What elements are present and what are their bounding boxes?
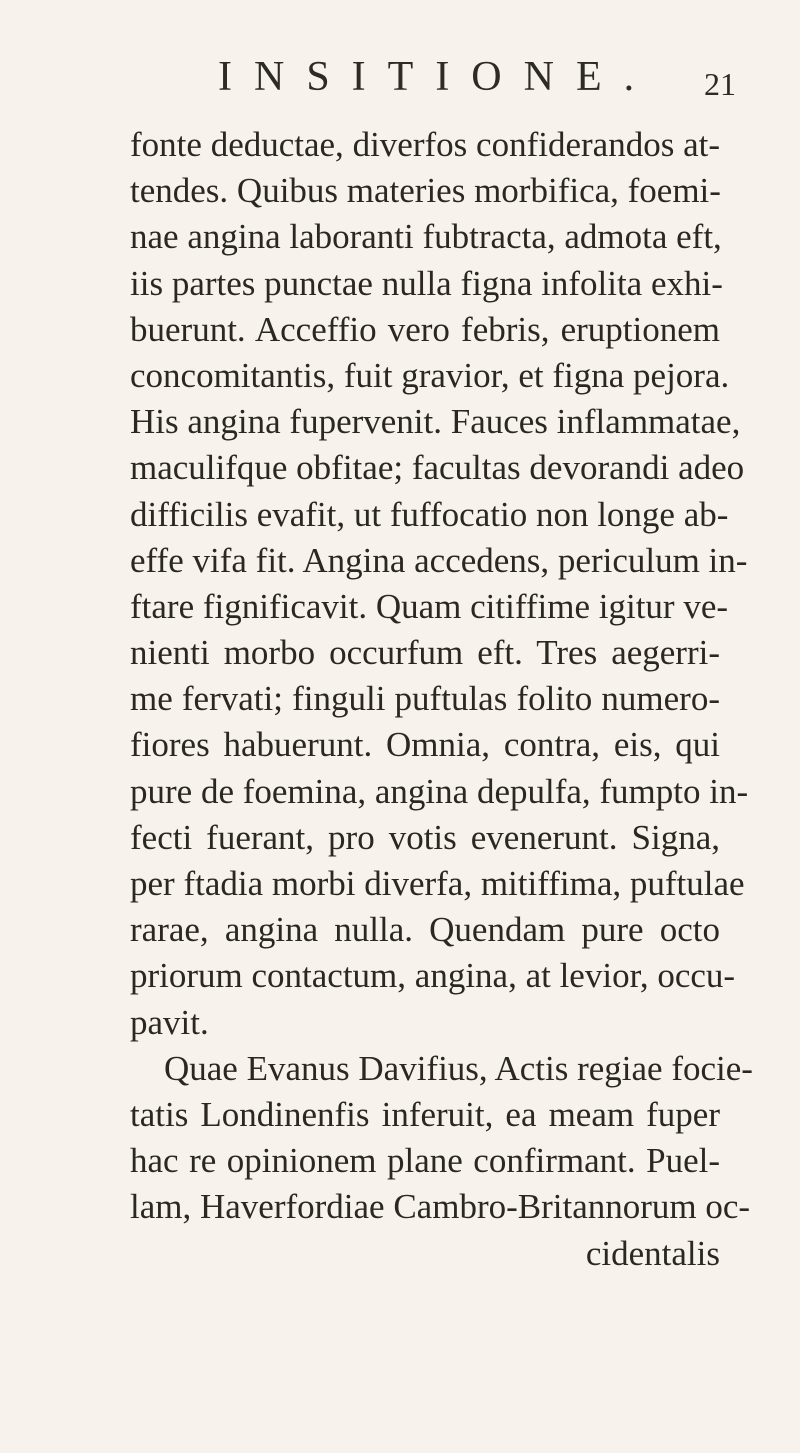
running-head: [0, 52, 800, 102]
body-text: [130, 122, 753, 1277]
text-line: effe vifa fit. Angina accedens, periculum in-: [130, 540, 748, 580]
text-line: ftare fignificavit. Quam citiffime igitur ve-: [130, 586, 729, 626]
text-line: fecti fuerant, pro votis evenerunt. Signa,: [130, 817, 720, 857]
text-line: maculifque obfitae; facultas devorandi adeo: [130, 448, 745, 488]
text-line: priorum contactum, angina, at levior, occu-: [130, 956, 736, 996]
text-line: buerunt. Acceffio vero febris, eruptionem: [130, 309, 720, 349]
page-number: 21: [704, 66, 736, 102]
text-line: me fervati; finguli puftulas folito numero-: [130, 679, 720, 719]
text-line: tendes. Quibus materies morbifica, foemi-: [130, 171, 721, 211]
text-line: difficilis evafit, ut fuffocatio non longe ab-: [130, 494, 729, 534]
text-line: fiores habuerunt. Omnia, contra, eis, qui: [130, 725, 720, 765]
catchword: cidentalis: [585, 1233, 720, 1273]
text-line-paragraph-end: pavit.: [130, 1002, 209, 1042]
text-line: concomitantis, fuit gravior, et figna pejora.: [130, 355, 730, 395]
text-line: hac re opinionem plane confirmant. Puel-: [130, 1141, 720, 1181]
text-line: rarae, angina nulla. Quendam pure octo: [130, 910, 720, 950]
text-line: His angina fupervenit. Fauces inflammatae,: [130, 402, 741, 442]
text-line: fonte deductae, diverfos confiderandos at-: [130, 125, 720, 164]
text-line: per ftadia morbi diverfa, mitiffima, puftulae: [130, 864, 745, 903]
text-line: nae angina laboranti fubtracta, admota eft,: [130, 217, 722, 257]
running-title: INSITIONE.: [218, 54, 657, 100]
text-line: lam, Haverfordiae Cambro-Britannorum oc-: [130, 1187, 751, 1227]
text-line: pure de foemina, angina depulfa, fumpto in-: [130, 771, 749, 811]
text-line: iis partes punctae nulla figna infolita exhi-: [130, 263, 723, 303]
text-line: tatis Londinenfis inferuit, ea meam fuper: [130, 1094, 720, 1134]
text-line-paragraph-start: Quae Evanus Davifius, Actis regiae focie-: [164, 1048, 753, 1088]
text-line: nienti morbo occurfum eft. Tres aegerri-: [130, 633, 720, 673]
